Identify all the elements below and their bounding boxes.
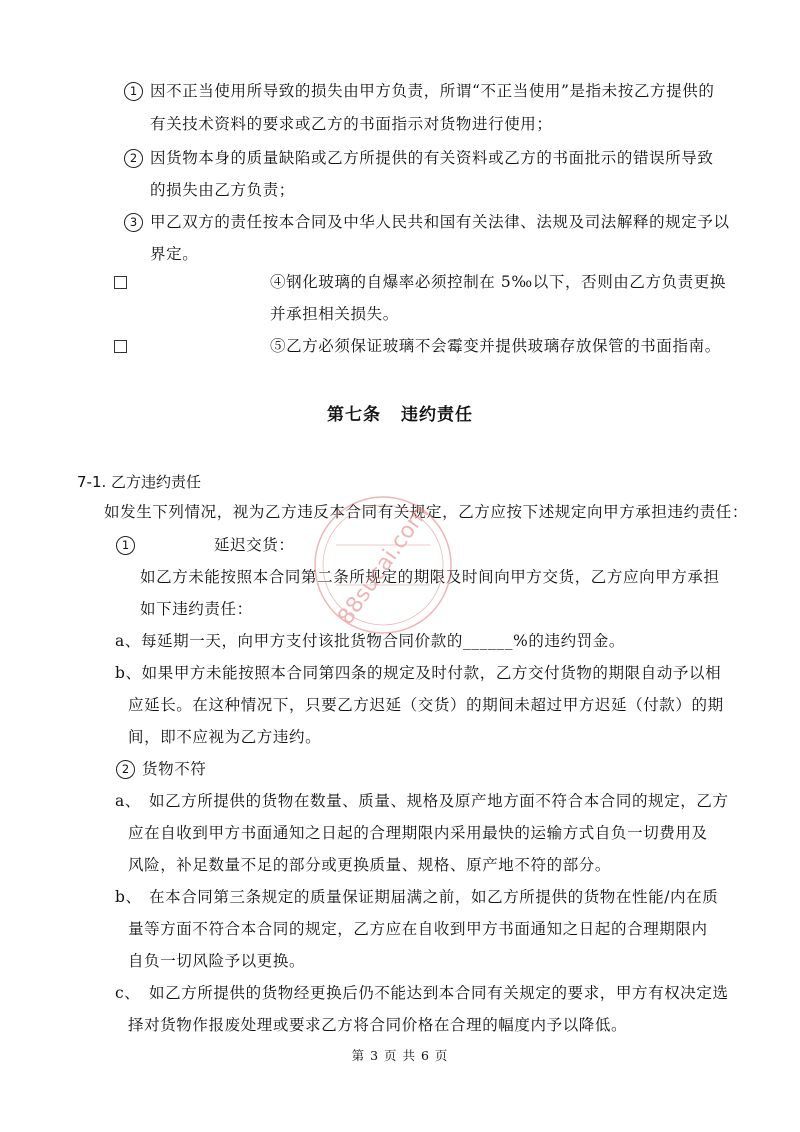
item-3-line-1 [124, 212, 730, 232]
nonconform-b-line-3: 自负一切风险予以更换。 [128, 952, 306, 970]
nonconform-a-line-2: 应在自收到甲方书面通知之日起的合理期限内采用最快的运输方式自负一切费用及 [128, 824, 708, 842]
item-5-line-1: ⑤乙方必须保证玻璃不会霉变并提供玻璃存放保管的书面指南。 [270, 337, 721, 355]
section-heading: 7-1. 乙方违约责任 [77, 473, 202, 491]
item-3-line-2: 界定。 [150, 245, 199, 263]
item-1-line-1 [124, 81, 714, 101]
item-text: 甲乙双方的责任按本合同及中华人民共和国有关法律、法规及司法解释的规定予以 [150, 213, 730, 231]
nonconform-b-line-2: 量等方面不符合本合同的规定，乙方应在自收到甲方书面通知之日起的合理期限内 [128, 920, 708, 938]
delay-clause-a: a、每延期一天，向甲方支付该批货物合同价款的______%的违约罚金。 [115, 632, 625, 650]
checkbox[interactable] [114, 340, 127, 353]
watermark-text: 88sucai.com [333, 501, 434, 630]
delay-clause-b-line-3: 间，即不应视为乙方违约。 [128, 728, 322, 746]
nonconform-c-mark: c、 [115, 984, 141, 1002]
circled-number: 1 [124, 82, 143, 101]
checkbox[interactable] [114, 276, 127, 289]
circled-number: 3 [124, 213, 143, 232]
delay-label: 延迟交货： [214, 536, 295, 554]
item-text: 因不正当使用所导致的损失由甲方负责，所谓“不正当使用”是指未按乙方提供的 [150, 82, 715, 100]
item-4-line-1: ④钢化玻璃的自爆率必须控制在 5‰以下，否则由乙方负责更换 [270, 273, 726, 291]
article-title [0, 400, 800, 425]
nonconform-b-mark: b、 [115, 888, 142, 906]
item-2-line-2: 的损失由乙方负责； [150, 181, 295, 199]
delay-heading [116, 535, 142, 555]
nonconform-b-line-1: 在本合同第三条规定的质量保证期届满之前，如乙方所提供的货物在性能/内在质 [149, 888, 719, 906]
watermark-stamp [308, 490, 458, 640]
circled-number: 2 [116, 760, 135, 779]
item-2-line-1 [124, 148, 714, 168]
nonconform-c-line-2: 择对货物作报废处理或要求乙方将合同价格在合理的幅度内予以降低。 [128, 1016, 628, 1034]
item-1-line-2: 有关技术资料的要求或乙方的书面指示对货物进行使用； [150, 115, 553, 133]
nonconform-a-line-3: 风险，补足数量不足的部分或更换质量、规格、原产地不符的部分。 [128, 856, 612, 874]
nonconform-label: 货物不符 [142, 760, 207, 778]
circled-number: 2 [124, 149, 143, 168]
article-heading: 违约责任 [401, 405, 473, 425]
item-4-line-2: 并承担相关损失。 [270, 305, 399, 323]
article-number: 第七条 [327, 405, 381, 425]
delay-body-line-1: 如乙方未能按照本合同第二条所规定的期限及时间向甲方交货，乙方应向甲方承担 [140, 568, 720, 586]
nonconform-c-line-1: 如乙方所提供的货物经更换后仍不能达到本合同有关规定的要求，甲方有权决定选 [149, 984, 729, 1002]
section-intro: 如发生下列情况，视为乙方违反本合同有关规定，乙方应按下述规定向甲方承担违约责任： [104, 503, 749, 521]
delay-clause-b-line-1: b、如果甲方未能按照本合同第四条的规定及时付款，乙方交付货物的期限自动予以相 [115, 664, 722, 682]
nonconform-heading [116, 759, 206, 779]
item-text: 因货物本身的质量缺陷或乙方所提供的有关资料或乙方的书面批示的错误所导致 [150, 149, 714, 167]
page-footer: 第 3 页 共 6 页 [351, 1048, 449, 1063]
circled-number: 1 [116, 536, 135, 555]
delay-body-line-2: 如下违约责任： [140, 600, 253, 618]
delay-clause-b-line-2: 应延长。在这种情况下，只要乙方迟延（交货）的期间未超过甲方迟延（付款）的期 [128, 696, 724, 714]
nonconform-a-line-1: 如乙方所提供的货物在数量、质量、规格及原产地方面不符合本合同的规定，乙方 [149, 792, 729, 810]
nonconform-a-mark: a、 [115, 792, 141, 810]
